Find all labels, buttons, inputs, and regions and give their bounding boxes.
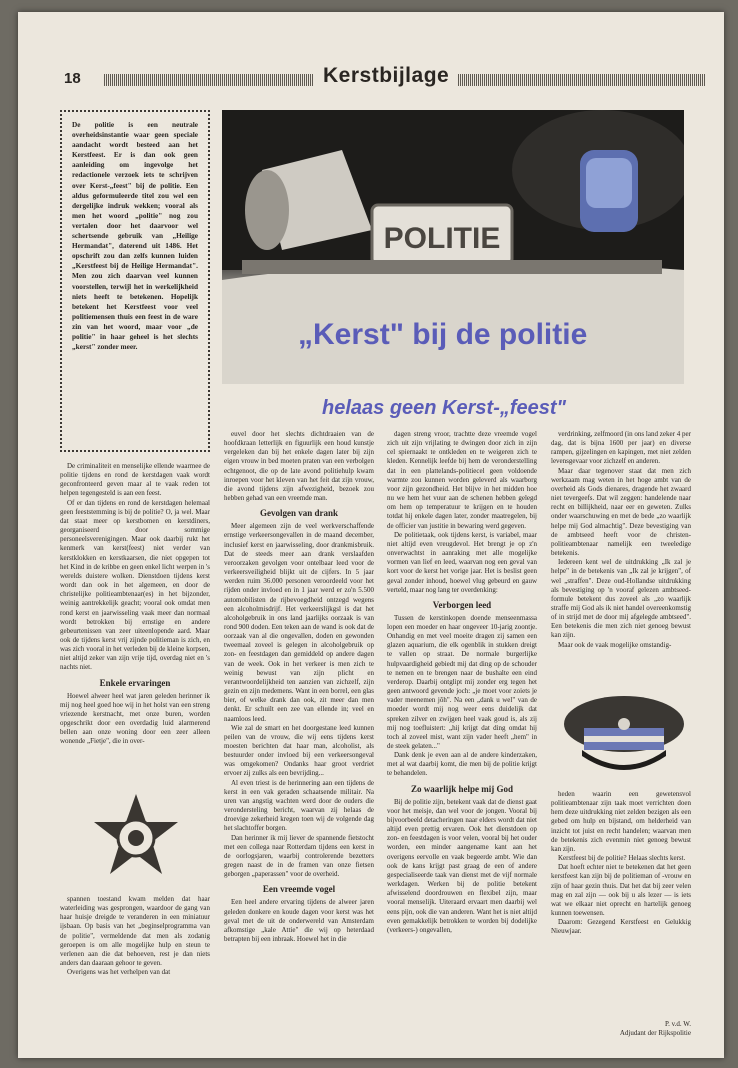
paragraph: Daarom: Gezegend Kerstfeest en Gelukkig Nieuwjaar. bbox=[551, 918, 691, 936]
section-heading: Verborgen leed bbox=[432, 599, 492, 610]
intro-box: De politie is een neutrale overheidsinstantie waar geen speciale aandacht wordt besteed aan het Kerstfeest. Er is dan ook geen aanleiding om ingevolge het redactionele verzoek iets te schrijven over Kerst-„feest" bij de politie. Een aldus geformuleerde titel zou wel een dergelijke indruk wekken; vooral als men het woord „politie" nog zou vertalen door het daarvoor wel schertsende gebruik van „Heilige Hermandat", daterend uit 1486. Het opschrift zou dan zelfs kunnen luiden „Kerstfeest bij de Heilige Hermandat". Men zou zich daarvan veel kunnen voorstellen, terwijl het in werkelijkheid niets heeft te betekenen. Hopelijk betekent het Kerstfeest voor veel politiemensen thuis een feest in de ware zin van het woord, maar voor „de politie" in haar geheel is het slechts „kerst" zonder meer. bbox=[60, 110, 210, 452]
column-4-continued bbox=[551, 790, 691, 1018]
paragraph: spannen toestand kwam melden dat haar waterleiding was gesprongen, waardoor de gang van haar huisje dreigde te veranderen in een miniatuur ijsbaan. Op basis van het „beginselprogramma van de politie", vermeldende dat men als zodanig geroepen is om alle mogelijke hulp en steun te verlenen aan die dat behoeven, rest je dan niets anders dan daaraan gehoor te geven. bbox=[60, 895, 210, 968]
paragraph: Tussen de kerstinkopen doende menseenmassa lopen een moeder en haar ongeveer 10-jarig zoontje. Onhandig en met veel moeite dragen zij samen een glazen aquarium, die elk ogenblik in stukken dreigt te vallen op straat. De normale burgerlijke hulpvaardigheid gebiedt mij dat ding op de schouder te nemen en te brengen naar de bushalte een eind verderop. Daarbij ontglipt mij zonder erg tegen het geen antwoord gevende joch: „je moet voor zoiets je vader meenemen jôh". Na een „dank u wel" van de moeder wordt mij nog weer eens duidelijk dat spreken zilver en zwijgen heel vaak goud is, als zij mij nog toefluistert: „hij krijgt dat ding omdat hij toch al zoveel mist, want zijn vader heeft „hem" in de steek gelaten..." bbox=[387, 613, 537, 750]
police-emblem-icon bbox=[90, 792, 182, 888]
column-1-continued bbox=[60, 895, 210, 1017]
paragraph: Bij de politie zijn, betekent vaak dat de dienst gaat voor het meisje, dan wel voor de jongen. Vooral bij bijvoorbeeld detacheringen naar elders wordt dat niet altijd even prettig ervaren. Ook het dienstdoen op zon- en feestdagen is voor velen, vooral bij het ouder worden, een minder aangename kant aan het overigens eervolle en vaak begeerde ambt. Wie dan ook de kans krijgt past graag de een of andere gespecialiseerde taak van dienst met de vijf normale werkdagen. Werken bij de politie betekent afwisselend doordrouwen en flexibel zijn, maar vooral menselijk. Uiteraard ervaart men daarbij wel eens pijn, ook die van anderen. Want het is niet altijd even gemakkelijk betrokken te worden bij dodelijke (verkeers-) ongevallen, bbox=[387, 797, 537, 934]
section-title: Kerstbijlage bbox=[323, 64, 450, 87]
paragraph: Maar daar tegenover staat dat men zich werkzaam mag weten in het hoge ambt van de overheid als Gods dienares, dragende het zwaard niet tevergeefs. Dat wil zeggen: handelende naar recht en billijkheid, naar eer en geweten. Zulks onder waarschuwing en met de bede „zo waarlijk helpe mij God almachtig". Deze bevestiging van de ambtseed heeft voor de christen-politieambtenaar namelijk een tweeledige betekenis. bbox=[551, 466, 691, 558]
paragraph: De politietaak, ook tijdens kerst, is variabel, maar niet altijd even vreugdevol. Het brengt je op z'n onverwachtst in aanraking met alle mogelijke vormen van lief en leed, waarvan nog een geval van kort voor de kerst het vorige jaar. Het is beslist geen geval zonder inhoud, hoewel vlug gebeurd en gauw verteld, maar nog lang ter overdenking: bbox=[387, 530, 537, 594]
police-car-photo bbox=[222, 110, 684, 384]
paragraph: heden waarin een gewetensvol politieambtenaar zijn taak moet verrichten doen hem deze uitdrukking niet zelden bezigen als een gebed om hulp en bijstand, om helderheid van inzicht tot juist en recht handelen; waarvan men de betekenis zich evenmin niet genoeg bewust kan zijn. bbox=[551, 790, 691, 853]
paragraph: Een heel andere ervaring tijdens de alweer jaren geleden donkere en koude dagen voor kerst was het geval met de uit de onderwereld van Amsterdam afkomstige „kale Attie" die wij op heterdaad betrapten bij een inbraak. Hoewel het in die bbox=[224, 898, 374, 943]
paragraph: Meer algemeen zijn de veel werkverschaffende ernstige verkeersongevallen in de maand december, inclusief kerst en jaarwisseling, door drankmisbruik. Dat de steeds meer aan drank verslaafden veroorzaken gevolgen voor ontelbaar leed voor de verkeersveiligheid blijkt uit de cijfers. In 5 jaar werden ruim 36.000 personen veroordeeld voor het rijden onder invloed en in 1 jaar werd er zo'n 5.500 automobilisten de rijbevoegdheid ontzegd wegens een alcoholmisdrijf. Het verkeerslijkgsl is dat het alcoholgebruik in ons land jaarlijks oorzaak is van rond 900 doden. Een teken aan de wand is ook dat de oorzaak van al die ongevallen, doden en gewonden tweemaal zoveel is gelegen in alcoholgebruik op zon- en feestdagen dan gemiddeld op andere dagen van de week. Ook in het verkeer is men zich te weinig bewust van zijn plicht en verantwoordelijkheid ten aanzien van zichzelf, zijn gezin en zijn medemens. Want in een borrel, een glas bier, of welke drank dan ook, zit meer dan men denkt. Er schuilt een zee van ellende in; veel en naamloos leed. bbox=[224, 522, 374, 723]
paragraph: Al even triest is de herinnering aan een tijdens de kerst in een vak geraden schaatsende militair. Na uren van angstig wachten werd door de ouders die verondersteling bericht, waarvan zij helaas de droevige zekerheid kregen toen wij de volgende dag het slachtoffer borgen. bbox=[224, 778, 374, 833]
headline: „Kerst" bij de politie bbox=[298, 318, 588, 351]
paragraph: verdrinking, zelfmoord (in ons land zeker 4 per dag, dat is bijna 1600 per jaar) en diverse rampen, gijzelingen en kapingen, met niet zelden levensgevaar voor zichzelf en anderen. bbox=[551, 430, 691, 466]
section-heading: Enkele ervaringen bbox=[99, 677, 171, 688]
paragraph: Dank denk je even aan al de andere kinderzaken, met al wat daarbij komt, die men bij de politie krijgt te behandelen. bbox=[387, 751, 537, 778]
section-heading: Een vreemde vogel bbox=[262, 884, 336, 895]
author-role: Adjudant der Rijkspolitie bbox=[619, 1029, 691, 1037]
column-1 bbox=[60, 462, 210, 777]
header-rule-left bbox=[104, 74, 314, 86]
paragraph: Dan herinner ik mij liever de spannende fietstocht met een collega naar Rotterdam tijdens een kerst in de oorlogsjaren, waarbij controlerende bezetters gregen naast de in de framen van onze fietsen geborgen „paperassen" voor de overheid. bbox=[224, 833, 374, 879]
paragraph: euvel door het slechts dichtdraaien van de hoofdkraan letterlijk en figuurlijk een houd kunstje vergeleken dan bij het enkele dagen later bij zijn eigen vrouw in bed moeten praten van een verbolgen echtgenoot, die op de late avond politiehulp kwam inroepen voor het kleven van het feit dat zijn vrouw, die avond tijdens zijn afwezigheid, bezoek zou hebben gehad van een vreemde man. bbox=[224, 430, 374, 503]
paragraph: Maar ook de vaak mogelijke omstandig- bbox=[558, 640, 672, 649]
paragraph: Hoewel alweer heel wat jaren geleden herinner ik mij nog heel goed hoe wij in het holst van een streng vriezende kerstnacht, met onze buren, worden opgeschrikt door een overdadig luid alarmerend bellen aan onze woning door een zeer alleen wonende „Fietje", die in over- bbox=[60, 691, 210, 746]
paragraph: Iedereen kent wel de uitdrukking „Ik zal je helpe" in de betekenis van „Ik zal je krijgen", of wel „straffen". Deze oud-Hollandse uitdrukking als bevestiging op 'n vooraf gelezen ambtseed-formule betekent dus zoveel als „zo waarlijk straffe mij God als ik niet handel overeenkomstig of in strijd met de door mij afgelegde ambtseed". Een betekenis die men zich niet genoeg bewust kan zijn. bbox=[551, 558, 691, 640]
section-heading: Gevolgen van drank bbox=[259, 508, 338, 519]
subheadline: helaas geen Kerst-„feest" bbox=[322, 397, 567, 419]
paragraph: Kerstfeest bij de politie? Helaas slechts kerst. bbox=[558, 854, 686, 863]
column-4 bbox=[551, 430, 691, 674]
paragraph: De criminaliteit en menselijke ellende waarmee de politie tijdens en rond de kerstdagen vaak wordt geconfronteerd geven maar al te vaak reden tot helpen tegengesteld is aan een feest. bbox=[60, 462, 210, 498]
column-2 bbox=[224, 430, 374, 1025]
page-number: 18 bbox=[64, 70, 81, 87]
politie-sign-text: POLITIE bbox=[383, 222, 501, 255]
paragraph: dagen streng vroor, trachtte deze vreemde vogel zich uit zijn vrijlating te dwingen door zich in zijn cel spiernaakt te ontkleden en te weigeren zich te kleden. Kennelijk leefde bij hem de veronderstelling dat in een plattelands-politiecel geen voldoende warmte zou kunnen worden geleverd als waarborg voor zijn gezondheid. Het blijve in het midden hoe nu we hem het vuur aan de schenen hebben gelegd om hem op temperatuur te krijgen en te houden totdat hij enkele dagen later, zonder maatregelen, bij de officier van justitie in bewaring werd gegeven. bbox=[387, 430, 537, 530]
column-3 bbox=[387, 430, 537, 1025]
paragraph: Wie zal de smart en het doorgestane leed kunnen peilen van de vrouw, die wij eens tijdens kerst moesten berichten dat haar man, alcoholist, als bestuurder onder invloed bij een verkeersongeval was omgekomen? Ondanks haar groot verdriet ervoer zij zulks als een bevrijding... bbox=[224, 723, 374, 778]
header-rule-right bbox=[458, 74, 706, 86]
section-heading: Zo waarlijk helpe mij God bbox=[410, 783, 513, 794]
paragraph: Dat hoeft echter niet te betekenen dat het geen kerstfeest kan zijn bij de politieman of -vrouw en zijn of haar gezin thuis. Dat het dat bij zeer velen mag en zal zijn — ook bij u als lezer — is iets wat we elkaar niet oprecht en hartelijk genoeg kunnen toewensen. bbox=[551, 863, 691, 918]
author-initials: P. v.d. W. bbox=[664, 1020, 691, 1028]
paragraph: Overigens was het verhelpen van dat bbox=[67, 968, 171, 977]
paragraph: Of er dan tijdens en rond de kerstdagen helemaal geen feeststemming is bij de politie? O, ja wel. Maar dat staat meer op kerstbomen en kerstdiners, georganiseerd door sommige personeelsverenigingen. Maar ook daarbij rukt het kenmerk van kerst(feest) niet verder van kerstklokken en kerstkaarsen, die niet opgepen tot het Kind in de kribbe en geen enkel licht werpen in 's werelds duistere wolken. Dienstdoen tijdens kerst wordt dan ook in het algemeen, en door de christelijke politieambtenaar(es) in het bijzonder, weinig aantrekkelijk geacht; vooral ook omdat men rond kerst en jaarwisseling vaak meer dan normaal wordt betrokken bij ernstige en andere gebeurtenissen van zeer uiteenlopende aard. Maar ook de tijdens kerst vrij zijnde politieman is zich, en was zich vooral in het verleden bij de kleine korpsen, niet altijd zeker van zijn vrije tijd, overdag niet en 's nachts niet. bbox=[60, 498, 210, 672]
author-signature bbox=[551, 1020, 691, 1038]
police-cap-icon bbox=[562, 684, 686, 784]
